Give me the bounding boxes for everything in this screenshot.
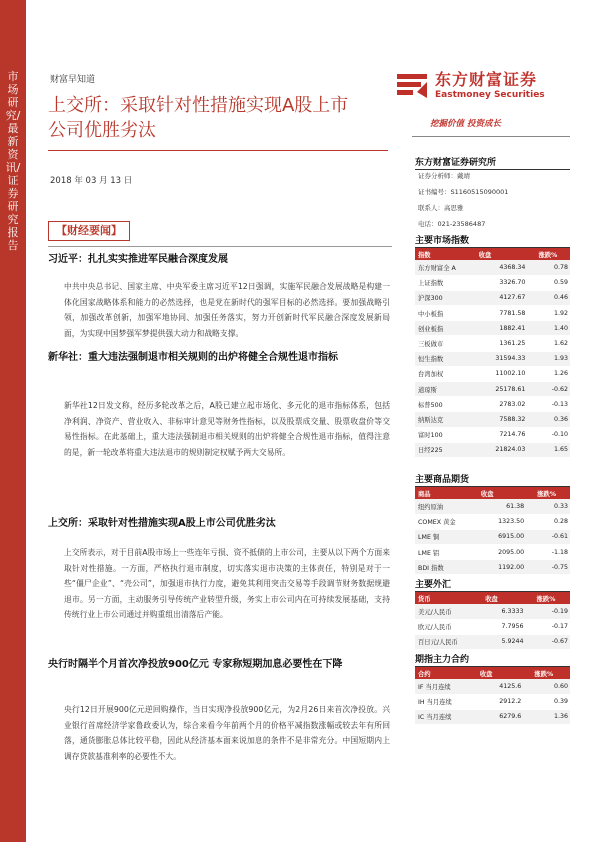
table-row [415, 709, 570, 724]
commodity-rows [415, 499, 570, 575]
report-title-line1: 上交所：采取针对性措施实现A股上市 [48, 95, 349, 116]
futures-heading: 期指主力合约 [415, 652, 570, 667]
row-label: 创业板指 [415, 321, 476, 336]
row-label: IC 当月连续 [415, 709, 477, 724]
news-body: 新华社12日发文称，经历多轮改革之后，A股已建立起市场化、多元化的退市指标体系，包括净利润、净资产、营业收入、非标审计意见等财务性指标，以及股票成交量、股票收盘价等交易性指标。在此基础上，重大违法强制退市相关规则的出炉将健全合规性退市指标，值得注意的是，新一轮改革将重大违法退市的规则制定权赋予两大交易所。 [64, 401, 390, 457]
col-header: 货币 [415, 592, 482, 604]
row-label: LME 铝 [415, 545, 478, 560]
row-label: IH 当月连续 [415, 694, 477, 709]
table-row [415, 321, 570, 336]
table-header-row [415, 592, 570, 604]
row-label: 富时100 [415, 427, 476, 442]
table-row [415, 275, 570, 290]
row-label: 美元/人民币 [415, 604, 482, 619]
change-value: 1.93 [535, 351, 570, 366]
report-date: 2018 年 03 月 13 日 [50, 176, 133, 186]
change-value: -0.19 [534, 604, 570, 619]
col-header: 合约 [415, 667, 477, 679]
row-label: IF 当月连续 [415, 679, 477, 694]
change-value: -0.62 [535, 382, 570, 397]
table-row [415, 560, 570, 575]
news-headline: 习近平：扎扎实实推进军民融合深度发展 [48, 254, 228, 265]
side-band-label: 市场研究/最新资讯/证券研究报告 [5, 70, 21, 252]
change-value: 0.46 [535, 290, 570, 305]
col-header: 涨跌% [534, 487, 570, 499]
row-label: 道琼斯 [415, 382, 476, 397]
row-label: 百日元/人民币 [415, 634, 482, 649]
row-label: 中小板指 [415, 306, 476, 321]
eastmoney-logo-icon [395, 68, 429, 102]
close-value: 2095.00 [478, 545, 534, 560]
change-value: -0.75 [534, 560, 570, 575]
table-row [415, 679, 570, 694]
table-row [415, 397, 570, 412]
report-title [48, 93, 388, 143]
close-value: 6.3333 [482, 604, 533, 619]
eastmoney-logo [395, 66, 565, 106]
logo-english-name: Eastmoney Securities [435, 90, 545, 100]
row-label: 标普500 [415, 397, 476, 412]
close-value: 7588.32 [476, 412, 536, 427]
table-row [415, 366, 570, 381]
contact-line: 联系人：高思雅 [418, 204, 464, 212]
col-header: 涨跌% [535, 248, 570, 260]
change-value: 0.36 [535, 412, 570, 427]
change-value: 1.40 [535, 321, 570, 336]
table-row [415, 306, 570, 321]
fx-heading: 主要外汇 [415, 577, 570, 592]
close-value: 2912.2 [477, 694, 531, 709]
news-headline: 上交所：采取针对性措施实现A股上市公司优胜劣汰 [48, 518, 276, 529]
close-value: 3326.70 [476, 275, 536, 290]
row-label: 日经225 [415, 442, 476, 457]
market-index-rows [415, 260, 570, 457]
row-label: 恒生指数 [415, 351, 476, 366]
change-value: 1.65 [535, 442, 570, 457]
news-headline: 新华社：重大违法强制退市相关规则的出炉将健全合规性退市指标 [48, 352, 338, 363]
logo-divider [412, 136, 570, 137]
table-row [415, 382, 570, 397]
close-value: 61.38 [478, 499, 534, 514]
row-label: 三板做市 [415, 336, 476, 351]
change-value: 0.28 [534, 514, 570, 529]
table-row [415, 634, 570, 649]
row-label: 沪深300 [415, 290, 476, 305]
table-header-row [415, 667, 570, 679]
col-header: 指数 [415, 248, 476, 260]
logo-slogan: 挖掘价值 投资成长 [430, 119, 501, 129]
change-value: 1.92 [535, 306, 570, 321]
change-value: 1.36 [531, 709, 570, 724]
close-value: 4125.6 [477, 679, 531, 694]
close-value: 31594.33 [476, 351, 536, 366]
table-row [415, 290, 570, 305]
close-value: 25178.61 [476, 382, 536, 397]
table-header-row [415, 487, 570, 499]
close-value: 1323.50 [478, 514, 534, 529]
col-header: 收盘 [482, 592, 533, 604]
col-header: 涨跌% [531, 667, 570, 679]
table-row [415, 260, 570, 275]
row-label: 东方财富全 A [415, 260, 476, 275]
row-label: BDI 指数 [415, 560, 478, 575]
title-divider [48, 150, 388, 151]
close-value: 21824.03 [476, 442, 536, 457]
row-label: 纳斯达克 [415, 412, 476, 427]
table-row [415, 351, 570, 366]
row-label: 台湾加权 [415, 366, 476, 381]
table-row [415, 442, 570, 457]
side-band [0, 0, 26, 842]
news-body: 上交所表示，对于目前A股市场上一些连年亏损、资不抵债的上市公司，主要从以下两个方面来取针对性措施。一方面，严格执行退市制度，切实落实退市决策的主体责任，特别是对于一些“僵尸企业”、“壳公司”，加强退市执行力度，避免其利用突击交易等手段调节财务数据规避退市。另一方面，主动服务引导传统产业转型升级，务实上市公司内在可持续发展基础，支持传统行业上市公司通过并购重组出清落后产能。 [64, 548, 390, 620]
close-value: 2783.02 [476, 397, 536, 412]
col-header: 收盘 [477, 667, 531, 679]
table-row [415, 412, 570, 427]
close-value: 11002.10 [476, 366, 536, 381]
change-value: 1.62 [535, 336, 570, 351]
change-value: -0.17 [534, 619, 570, 634]
market-index-heading: 主要市场指数 [415, 233, 570, 248]
news-body: 央行12日开展900亿元逆回购操作，当日实现净投放900亿元，为2月26日来首次净投放。兴业银行首席经济学家鲁政委认为，综合来看今年前两个月的价格平减指数涨幅或较去年有所回落，通货膨胀总体比较平稳，因此从经济基本面来说加息的条件不是非常充分。中国短期内上调存贷款基准利率的必要性不大。 [64, 705, 390, 761]
table-row [415, 694, 570, 709]
table-row [415, 499, 570, 514]
table-row [415, 529, 570, 544]
close-value: 6279.6 [477, 709, 531, 724]
close-value: 7.7956 [482, 619, 533, 634]
change-value: -0.10 [535, 427, 570, 442]
table-row [415, 545, 570, 560]
logo-chinese-name: 东方财富证券 [435, 70, 538, 89]
close-value: 1192.00 [478, 560, 534, 575]
change-value: -0.67 [534, 634, 570, 649]
change-value: -0.61 [534, 529, 570, 544]
change-value: 1.26 [535, 366, 570, 381]
close-value: 1882.41 [476, 321, 536, 336]
cert-line: 证书编号：S1160515090001 [418, 188, 509, 196]
commodity-table [415, 487, 570, 575]
close-value: 4127.67 [476, 290, 536, 305]
futures-rows [415, 679, 570, 725]
news-section-tag: 【财经要闻】 [48, 221, 130, 241]
col-header: 商品 [415, 487, 478, 499]
change-value: 0.78 [535, 260, 570, 275]
phone-line: 电话：021-23586487 [418, 220, 486, 228]
change-value: -1.18 [534, 545, 570, 560]
col-header: 涨跌% [534, 592, 570, 604]
table-row [415, 619, 570, 634]
fx-rows [415, 604, 570, 650]
row-label: COMEX 黄金 [415, 514, 478, 529]
change-value: 0.33 [534, 499, 570, 514]
change-value: 0.39 [531, 694, 570, 709]
fx-table [415, 592, 570, 650]
report-title-line2: 公司优胜劣汰 [48, 120, 156, 141]
row-label: 上证指数 [415, 275, 476, 290]
table-row [415, 427, 570, 442]
close-value: 5.9244 [482, 634, 533, 649]
table-row [415, 336, 570, 351]
analyst-line: 证券分析师：戴靖 [418, 172, 470, 180]
change-value: 0.59 [535, 275, 570, 290]
institute-name: 东方财富证券研究所 [415, 155, 570, 170]
table-header-row [415, 248, 570, 260]
row-label: 欧元/人民币 [415, 619, 482, 634]
news-headline: 央行时隔半个月首次净投放900亿元 专家称短期加息必要性在下降 [48, 659, 343, 670]
close-value: 7781.58 [476, 306, 536, 321]
row-label: LME 铜 [415, 529, 478, 544]
close-value: 4368.34 [476, 260, 536, 275]
close-value: 7214.76 [476, 427, 536, 442]
futures-table [415, 667, 570, 725]
table-row [415, 604, 570, 619]
close-value: 6915.00 [478, 529, 534, 544]
row-label: 纽约原油 [415, 499, 478, 514]
col-header: 收盘 [476, 248, 536, 260]
table-row [415, 514, 570, 529]
close-value: 1361.25 [476, 336, 536, 351]
market-index-table [415, 248, 570, 458]
change-value: -0.13 [535, 397, 570, 412]
commodity-heading: 主要商品期货 [415, 472, 570, 487]
news-body: 中共中央总书记、国家主席、中央军委主席习近平12日强调，实施军民融合发展战略是构建一体化国家战略体系和能力的必然选择，也是党在新时代的强军目标的必然选择。要加强战略引领，加强改革创新，加强军地协同、加强任务落实，努力开创新时代军民融合深度发展新局面，为实现中国梦强军梦提供强大动力和战略支撑。 [64, 282, 390, 338]
report-category: 财富早知道 [50, 75, 96, 85]
news-divider [48, 246, 392, 247]
change-value: 0.60 [531, 679, 570, 694]
col-header: 收盘 [478, 487, 534, 499]
